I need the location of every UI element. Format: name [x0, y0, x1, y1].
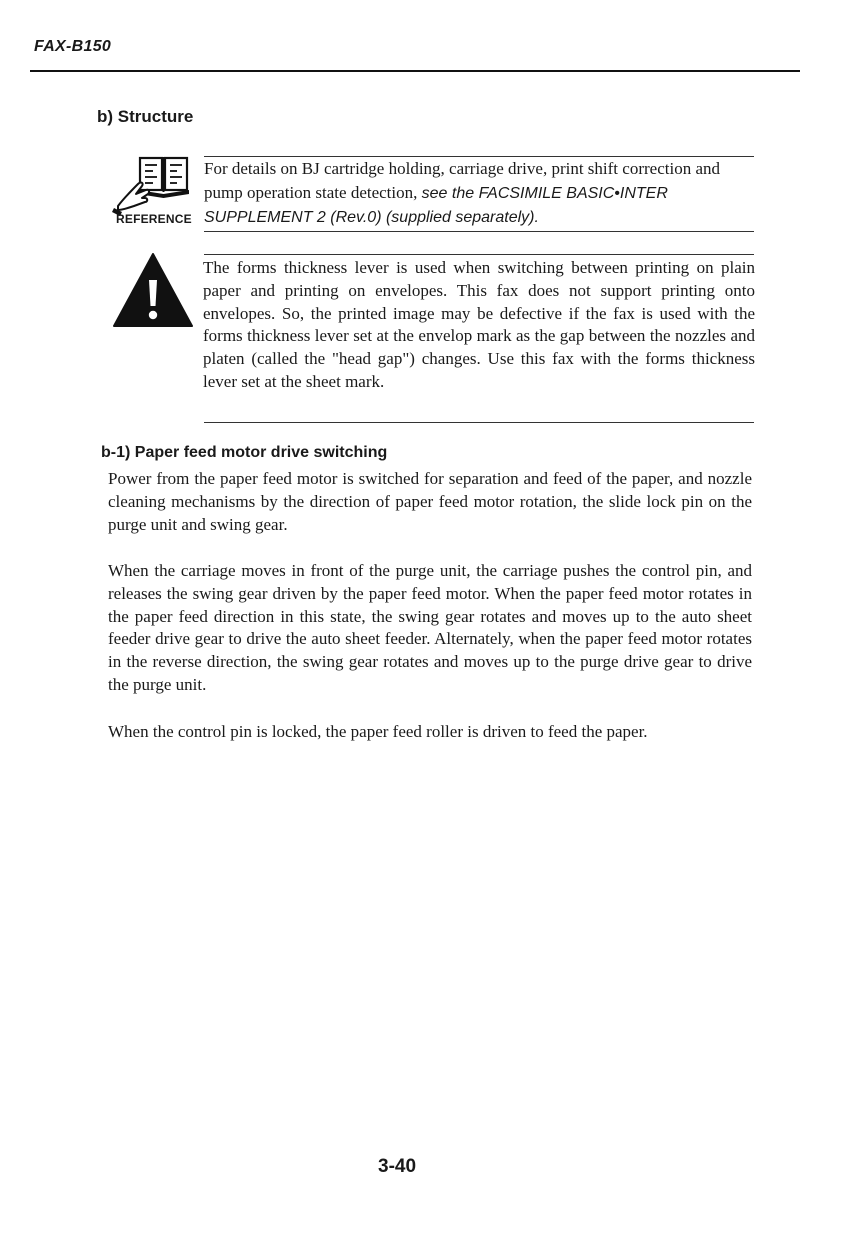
- reference-text-italic: see the FACSIMILE BASIC•INTER SUPPLEMENT 2 (Rev.0) (supplied separately).: [204, 184, 668, 226]
- reference-note-text: [204, 157, 756, 230]
- reference-text-plain: For details on BJ cartridge holding, carriage drive, print shift correction and pump operation state detection,: [204, 159, 720, 202]
- section-heading: b) Structure: [97, 107, 194, 126]
- reference-bottom-rule: [204, 231, 754, 232]
- header-divider: [30, 70, 800, 72]
- body-paragraph: Power from the paper feed motor is switched for separation and feed of the paper, and nozzle cleaning mechanisms by the direction of paper feed motor rotation, the slide lock pin on the purge unit and swing gear.: [108, 469, 752, 534]
- warning-triangle-icon: [112, 252, 194, 328]
- reference-label: REFERENCE: [116, 212, 192, 226]
- caution-note-text: The forms thickness lever is used when switching between printing on plain paper and printing on envelopes. This fax does not support printing onto envelopes. So, the printed image may be defective if the fax is used with the forms thickness lever set at the envelop mark as the gap between the nozzles and platen (called the "head gap") changes. Use this fax with the forms thickness lever set at the sheet mark.: [203, 258, 755, 391]
- body-paragraph: When the carriage moves in front of the purge unit, the carriage pushes the control pin, and releases the swing gear driven by the paper feed motor. When the paper feed motor rotates in the paper feed direction in this state, the swing gear rotates and moves up to the auto sheet feeder drive gear to drive the auto sheet feeder. Alternately, when the paper feed motor rotates in the reverse direction, the swing gear rotates and moves up to the purge drive gear to drive the purge unit.: [108, 561, 752, 694]
- caution-bottom-rule: [204, 422, 754, 423]
- page-number: 3-40: [378, 1156, 417, 1177]
- document-header-title: FAX-B150: [34, 38, 112, 55]
- body-paragraph: When the control pin is locked, the paper feed roller is driven to feed the paper.: [108, 722, 648, 741]
- caution-top-rule: [204, 254, 754, 255]
- subsection-heading: b-1) Paper feed motor drive switching: [101, 444, 388, 461]
